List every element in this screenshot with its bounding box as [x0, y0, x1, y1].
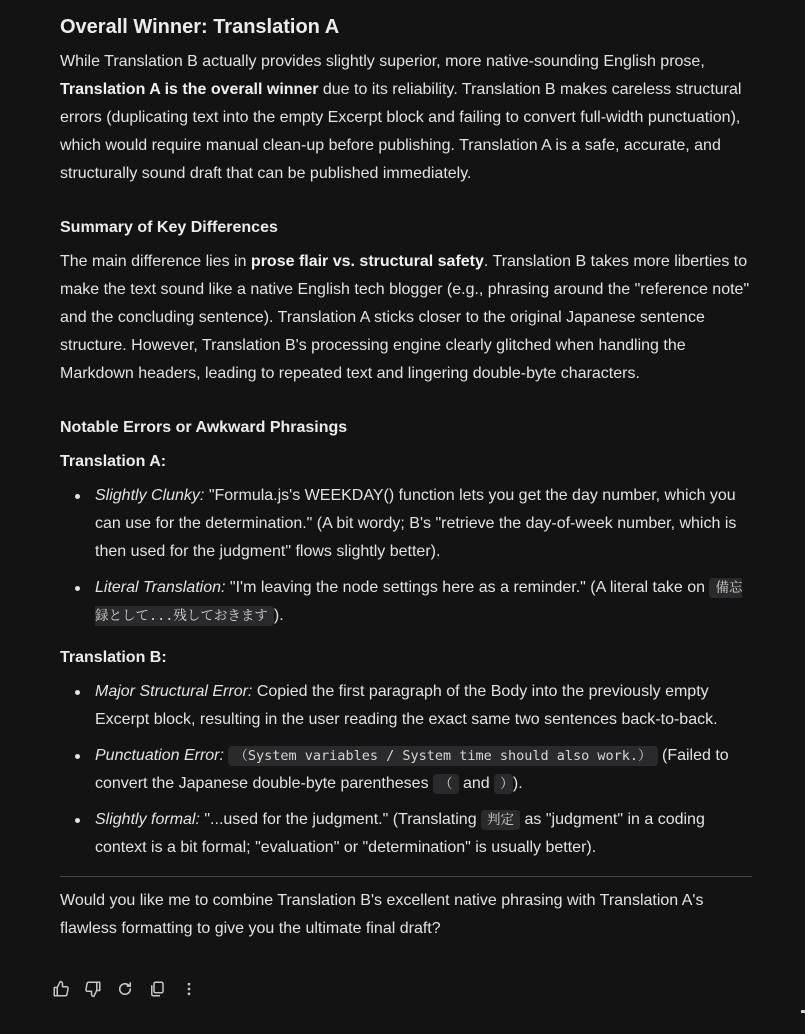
- regenerate-icon: [116, 980, 134, 998]
- thumb-up-button[interactable]: [50, 978, 72, 1000]
- more-options-button[interactable]: [178, 978, 200, 1000]
- more-vertical-icon: [180, 980, 198, 998]
- errors-heading: Notable Errors or Awkward Phrasings: [60, 419, 348, 436]
- inline-code: 判定: [481, 810, 520, 830]
- inline-code: 備忘録として...残しておきます: [95, 580, 743, 624]
- response-content: [60, 12, 752, 943]
- inline-code: （System variables / System time should also work.）: [228, 746, 657, 766]
- summary-bold: prose flair vs. structural safety: [250, 253, 484, 270]
- translation-a-heading: Translation A:: [60, 453, 167, 470]
- list-item: Punctuation Error: （System variables / System time should also work.） (Failed to convert the Japanese double-byte parentheses （ and ） ).: [95, 742, 752, 798]
- regenerate-button[interactable]: [114, 978, 136, 1000]
- response-heading: Overall Winner: Translation A: [60, 16, 340, 38]
- list-item: Slightly Clunky: "Formula.js's WEEKDAY() function lets you get the day number, which you can use for the determination." (A bit wordy; B's "retrieve the day-of-week number, which is then used for the judgment" flows slightly better).: [95, 482, 752, 566]
- thumb-down-icon: [84, 980, 102, 998]
- response-actions: [50, 978, 200, 1000]
- translation-a-list: [60, 482, 752, 630]
- list-item: Major Structural Error: Copied the first paragraph of the Body into the previously empty Excerpt block, resulting in the user reading the exact same two sentences back-to-back.: [95, 678, 752, 734]
- translation-b-heading: Translation B:: [60, 649, 167, 666]
- list-item: Slightly formal: "...used for the judgment." (Translating 判定 as "judgment" in a coding context is a bit formal; "evaluation" or "determination" is usually better).: [95, 806, 752, 862]
- list-item: Literal Translation: "I'm leaving the node settings here as a reminder." (A literal take on 備忘録として...残しておきます ).: [95, 574, 752, 630]
- scrollbar-marker: [801, 1010, 805, 1013]
- copy-icon: [148, 980, 166, 998]
- summary-paragraph: The main difference lies in prose flair vs. structural safety. Translation B takes more liberties to make the text sound like a native English tech blogger (e.g., phrasing around the "reference note" and the concluding sentence). Translation A sticks closer to the original Japanese sentence structure. However, Translation B's processing engine clearly glitched when handling the Markdown headers, leading to repeated text and lingering double-byte characters.: [60, 253, 750, 382]
- intro-bold: Translation A is the overall winner: [60, 81, 319, 98]
- thumb-down-button[interactable]: [82, 978, 104, 1000]
- divider: [60, 876, 752, 877]
- copy-button[interactable]: [146, 978, 168, 1000]
- summary-heading: Summary of Key Differences: [60, 219, 278, 236]
- translation-b-list: [60, 678, 752, 862]
- closing-question: Would you like me to combine Translation B's excellent native phrasing with Translation A's flawless formatting to give you the ultimate final draft?: [60, 892, 704, 937]
- intro-paragraph: While Translation B actually provides slightly superior, more native-sounding English prose, Translation A is the overall winner due to its reliability. Translation B makes careless structural errors (duplicating text into the empty Excerpt block and failing to convert full-width punctuation), which would require manual clean-up before publishing. Translation A is a safe, accurate, and structurally sound draft that can be published immediately.: [60, 53, 742, 182]
- thumb-up-icon: [52, 980, 70, 998]
- inline-code: （: [433, 774, 459, 794]
- inline-code: ）: [494, 774, 513, 794]
